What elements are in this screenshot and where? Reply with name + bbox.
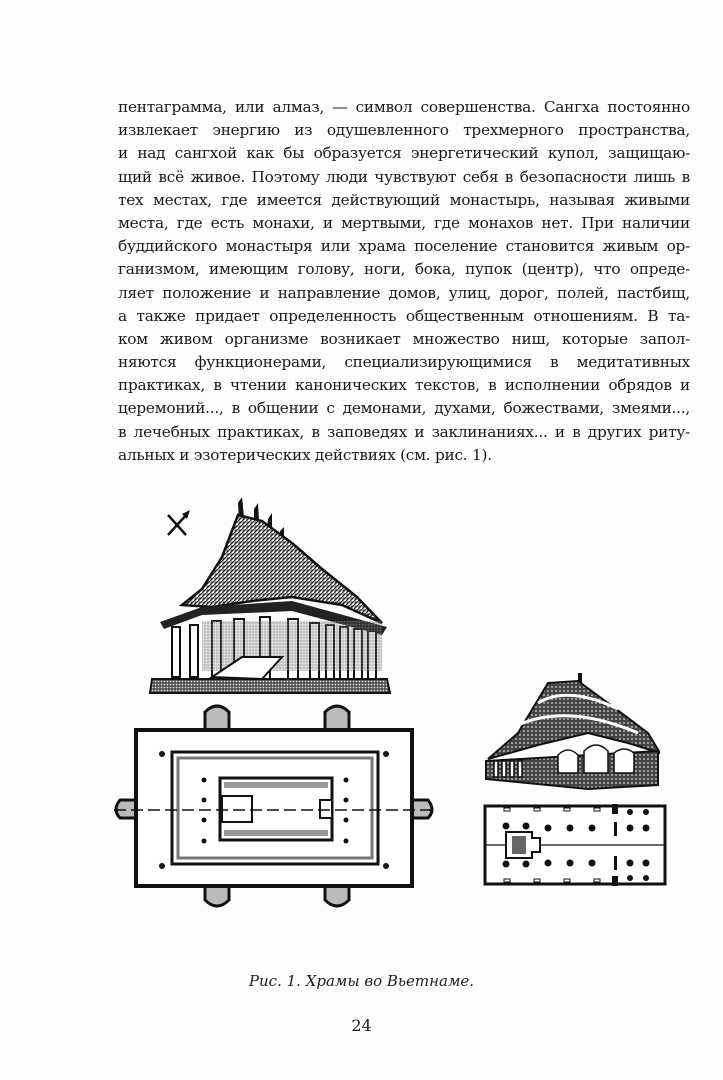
figure-temples <box>110 495 670 955</box>
text-line: ганизмом, имеющим голову, ноги, бока, пупок (центр), что опреде- <box>118 260 690 279</box>
text-line: тех местах, где имеется действующий монастырь, называя живыми <box>118 190 690 209</box>
page-number: 24 <box>351 1016 372 1035</box>
text-line: пентаграмма, или алмаз, — символ совершенства. Сангха постоянно <box>118 98 690 116</box>
large-temple-floor-plan <box>110 700 440 915</box>
large-temple-drawing <box>142 497 394 697</box>
figure-caption: Рис. 1. Храмы во Вьетнаме. <box>248 972 475 990</box>
text-line: щий всё живое. Поэтому люди чувствуют себя в безопасности лишь в <box>118 167 690 186</box>
text-line: и над сангхой как бы образуется энергетический купол, защищаю- <box>118 144 690 163</box>
text-line: в лечебных практиках, в заповедях и заклинаниях... и в других риту- <box>118 422 690 441</box>
small-temple-drawing <box>478 673 660 791</box>
text-line: а также придает определенность общественным отношениям. В та- <box>118 306 690 325</box>
text-line: ком живом организме возникает множество ниш, которые запол- <box>118 329 690 348</box>
text-line: места, где есть монахи, и мертвыми, где монахов нет. При наличии <box>118 213 690 232</box>
text-line: буддийского монастыря или храма поселение становится живым ор- <box>118 237 690 256</box>
text-line: извлекает энергию из одушевленного трехмерного пространства, <box>118 121 690 140</box>
text-line: альных и эзотерических действиях (см. рис. 1). <box>118 445 492 464</box>
text-line: практиках, в чтении канонических текстов, в исполнении обрядов и <box>118 376 690 395</box>
text-line: церемоний..., в общении с демонами, духами, божествами, змеями..., <box>118 399 690 418</box>
text-line: няются функционерами, специализирующимися в медитативных <box>118 353 690 372</box>
text-line: ляет положение и направление домов, улиц, дорог, полей, пастбищ, <box>118 283 690 302</box>
body-paragraph <box>118 96 690 467</box>
small-temple-floor-plan <box>482 800 668 890</box>
